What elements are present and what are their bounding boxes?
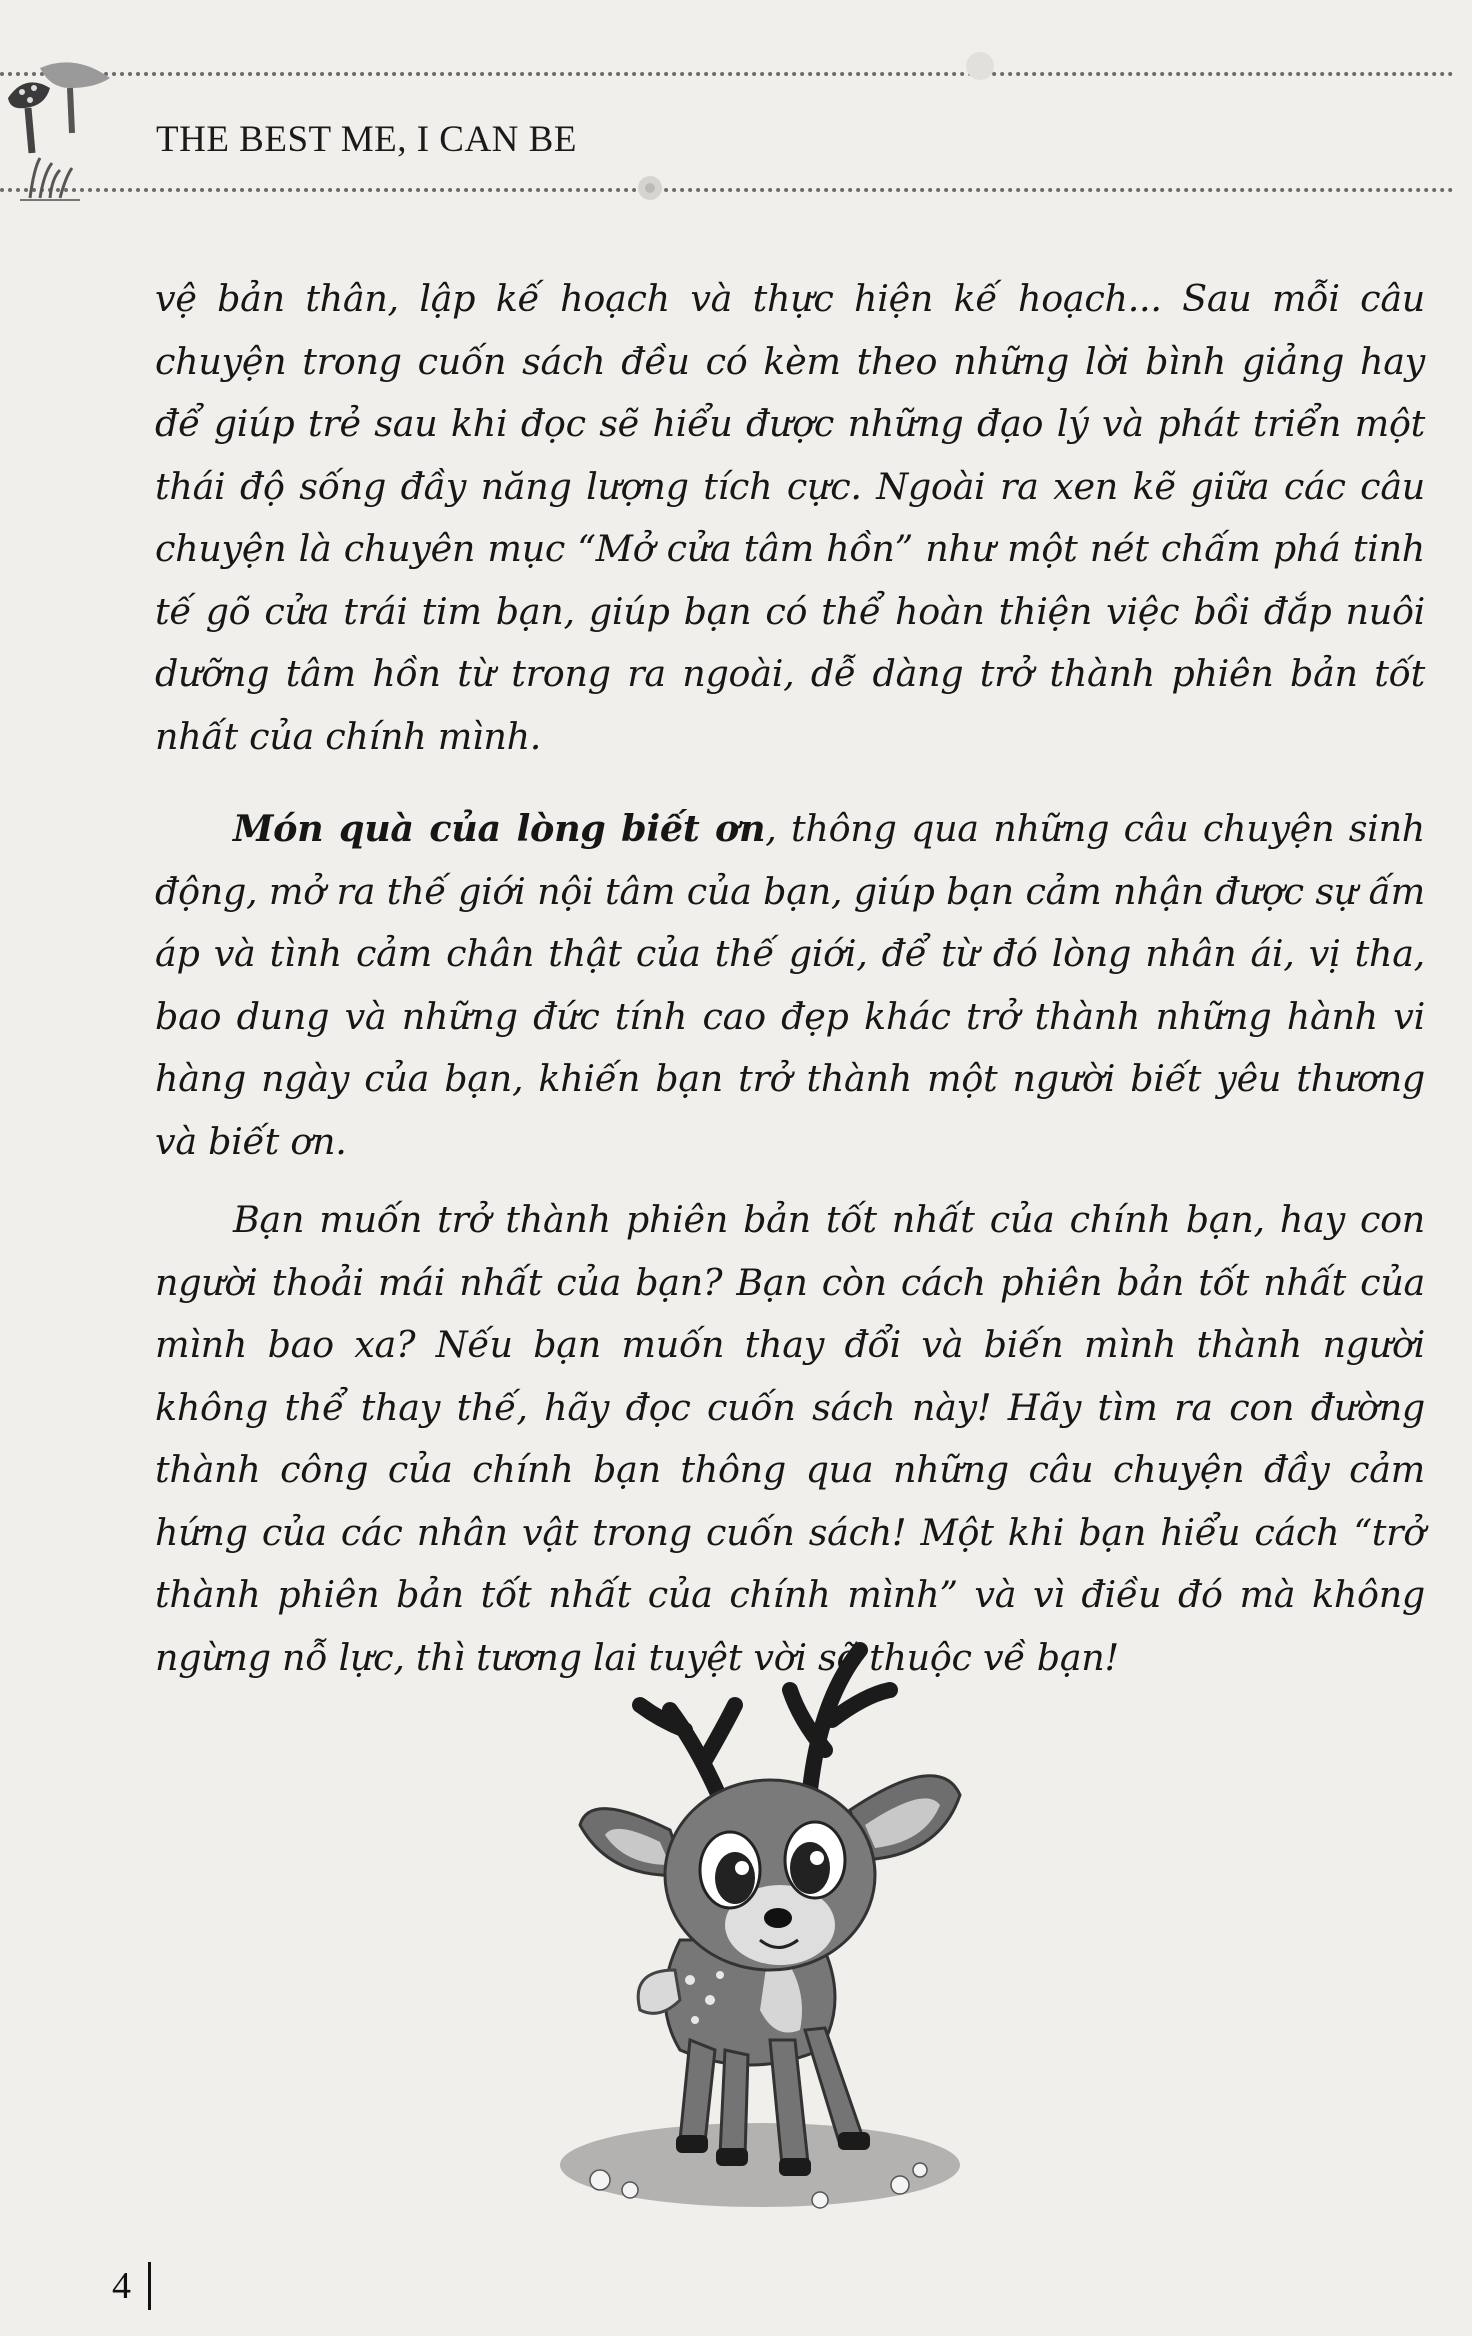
deer-illustration xyxy=(520,1580,1040,2220)
body-text xyxy=(155,268,1425,1689)
book-title-emphasis: Món quà của lòng biết ơn xyxy=(233,807,766,850)
paragraph xyxy=(155,798,1425,1173)
mushroom-ornament-icon xyxy=(0,58,150,208)
header-bottom-dotted-rule xyxy=(0,188,1454,192)
page-number: 4 xyxy=(112,2265,131,2307)
page-number-divider xyxy=(148,2262,151,2310)
header-top-dotted-rule xyxy=(0,72,1454,76)
flower-ornament-icon xyxy=(630,168,670,208)
flower-ornament-icon xyxy=(960,46,1000,86)
paragraph-text: , thông qua những câu chuyện sinh động, mở ra thế giới nội tâm của bạn, giúp bạn cảm nhận được sự ấm áp và tình cảm chân thật của thế giới, để từ đó lòng nhân ái, vị tha, bao dung và những đức tính cao đẹp khác trở thành những hành vi hàng ngày của bạn, khiến bạn trở thành một người biết yêu thương và biết ơn. xyxy=(155,807,1425,1163)
paragraph: vệ bản thân, lập kế hoạch và thực hiện kế hoạch... Sau mỗi câu chuyện trong cuốn sách đều có kèm theo những lời bình giảng hay để giúp trẻ sau khi đọc sẽ hiểu được những đạo lý và phát triển một thái độ sống đầy năng lượng tích cực. Ngoài ra xen kẽ giữa các câu chuyện là chuyên mục “Mở cửa tâm hồn” như một nét chấm phá tinh tế gõ cửa trái tim bạn, giúp bạn có thể hoàn thiện việc bồi đắp nuôi dưỡng tâm hồn từ trong ra ngoài, dễ dàng trở thành phiên bản tốt nhất của chính mình. xyxy=(155,277,1425,758)
paragraph: Bạn muốn trở thành phiên bản tốt nhất của chính bạn, hay con người thoải mái nhất của bạn? Bạn còn cách phiên bản tốt nhất của mình bao xa? Nếu bạn muốn thay đổi và biến mình thành người không thể thay thế, hãy đọc cuốn sách này! Hãy tìm ra con đường thành công của chính bạn thông qua những câu chuyện đầy cảm hứng của các nhân vật trong cuốn sách! Một khi bạn hiểu cách “trở thành phiên bản tốt nhất của chính mình” và vì điều đó mà không ngừng nỗ lực, thì tương lai tuyệt vời sẽ thuộc về bạn! xyxy=(155,1198,1425,1679)
running-header-title: THE BEST ME, I CAN BE xyxy=(156,119,577,160)
